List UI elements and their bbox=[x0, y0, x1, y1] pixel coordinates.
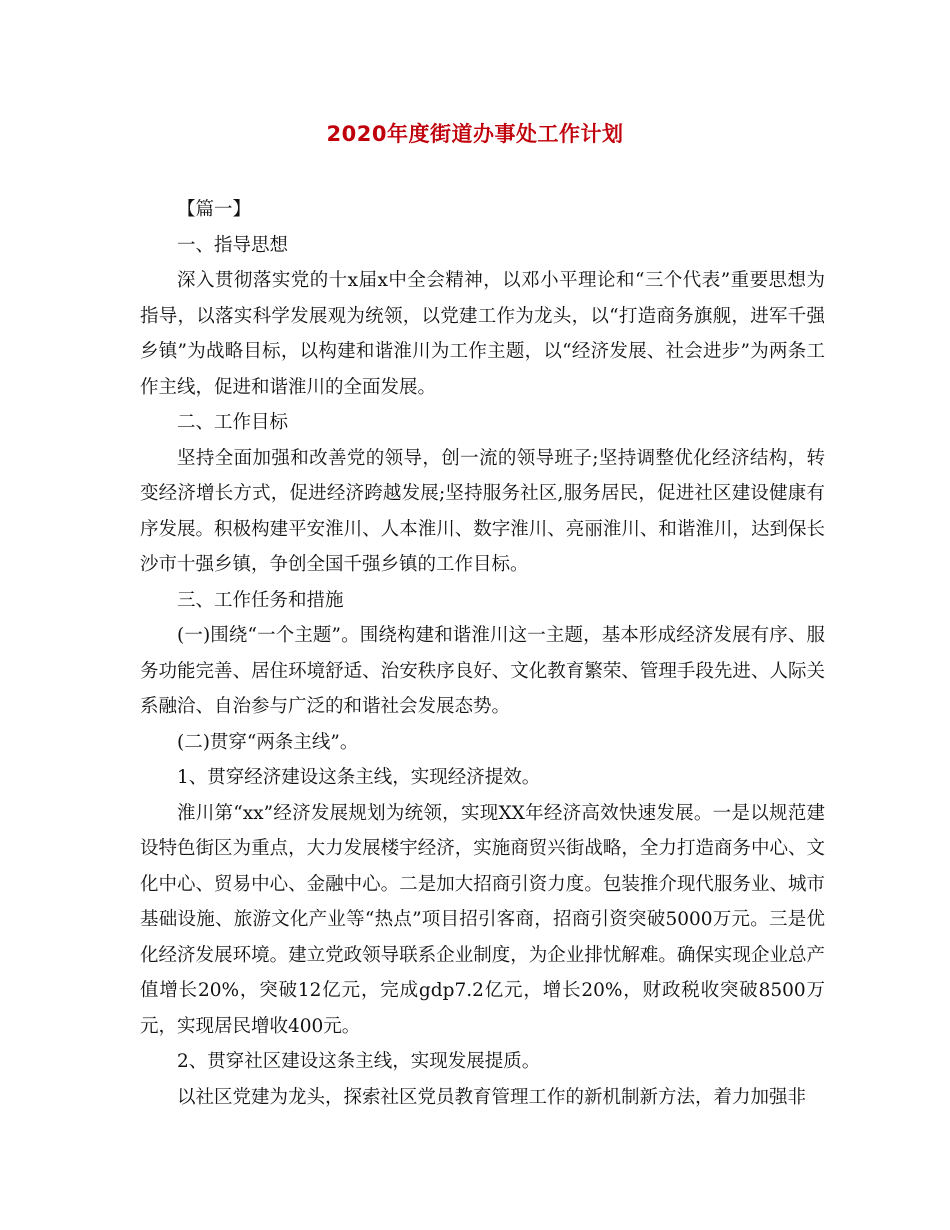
subsection-heading: 2、贯穿社区建设这条主线，实现发展提质。 bbox=[177, 1051, 541, 1072]
document-body bbox=[140, 192, 825, 1115]
section-heading: 三、工作任务和措施 bbox=[177, 589, 344, 611]
document-title: 2020年度街道办事处工作计划 bbox=[326, 122, 624, 146]
subsection-heading: (二)贯穿“两条主线”。 bbox=[177, 731, 359, 753]
body-paragraph: 坚持全面加强和改善党的领导，创一流的领导班子;坚持调整优化经济结构，转变经济增长方式，促进经济跨越发展;坚持服务社区,服务居民，促进社区建设健康有序发展。积极构建平安淮川、人本淮川、数字淮川、亮丽淮川、和谐淮川，达到保长沙市十强乡镇，争创全国千强乡镇的工作目标。 bbox=[140, 447, 825, 575]
section-heading: 二、工作目标 bbox=[177, 412, 289, 433]
body-paragraph: 深入贯彻落实党的十x届x中全会精神，以邓小平理论和“三个代表”重要思想为指导，以落实科学发展观为统领，以党建工作为龙头，以“打造商务旗舰，进军千强乡镇”为战略目标，以构建和谐淮川为工作主题，以“经济发展、社会进步”为两条工作主线，促进和谐淮川的全面发展。 bbox=[140, 270, 825, 398]
subsection-heading: 1、贯穿经济建设这条主线，实现经济提效。 bbox=[177, 767, 541, 788]
body-paragraph: 淮川第“xx”经济发展规划为统领，实现XX年经济高效快速发展。一是以规范建设特色街区为重点，大力发展楼宇经济，实施商贸兴街战略，全力打造商务中心、文化中心、贸易中心、金融中心。二是加大招商引资力度。包装推介现代服务业、城市基础设施、旅游文化产业等“热点”项目招引客商，招商引资突破5000万元。三是优化经济发展环境。建立党政领导联系企业制度，为企业排忧解难。确保实现企业总产值增长20%，突破12亿元，完成gdp7.2亿元，增长20%，财政税收突破8500万元，实现居民增收400元。 bbox=[140, 802, 825, 1037]
body-paragraph: (一)围绕“一个主题”。围绕构建和谐淮川这一主题，基本形成经济发展有序、服务功能完善、居住环境舒适、治安秩序良好、文化教育繁荣、管理手段先进、人际关系融洽、自治参与广泛的和谐社会发展态势。 bbox=[140, 625, 825, 717]
section-marker: 【篇一】 bbox=[177, 199, 252, 220]
section-heading: 一、指导思想 bbox=[177, 234, 289, 256]
body-paragraph: 以社区党建为龙头，探索社区党员教育管理工作的新机制新方法，着力加强非 bbox=[177, 1086, 807, 1108]
